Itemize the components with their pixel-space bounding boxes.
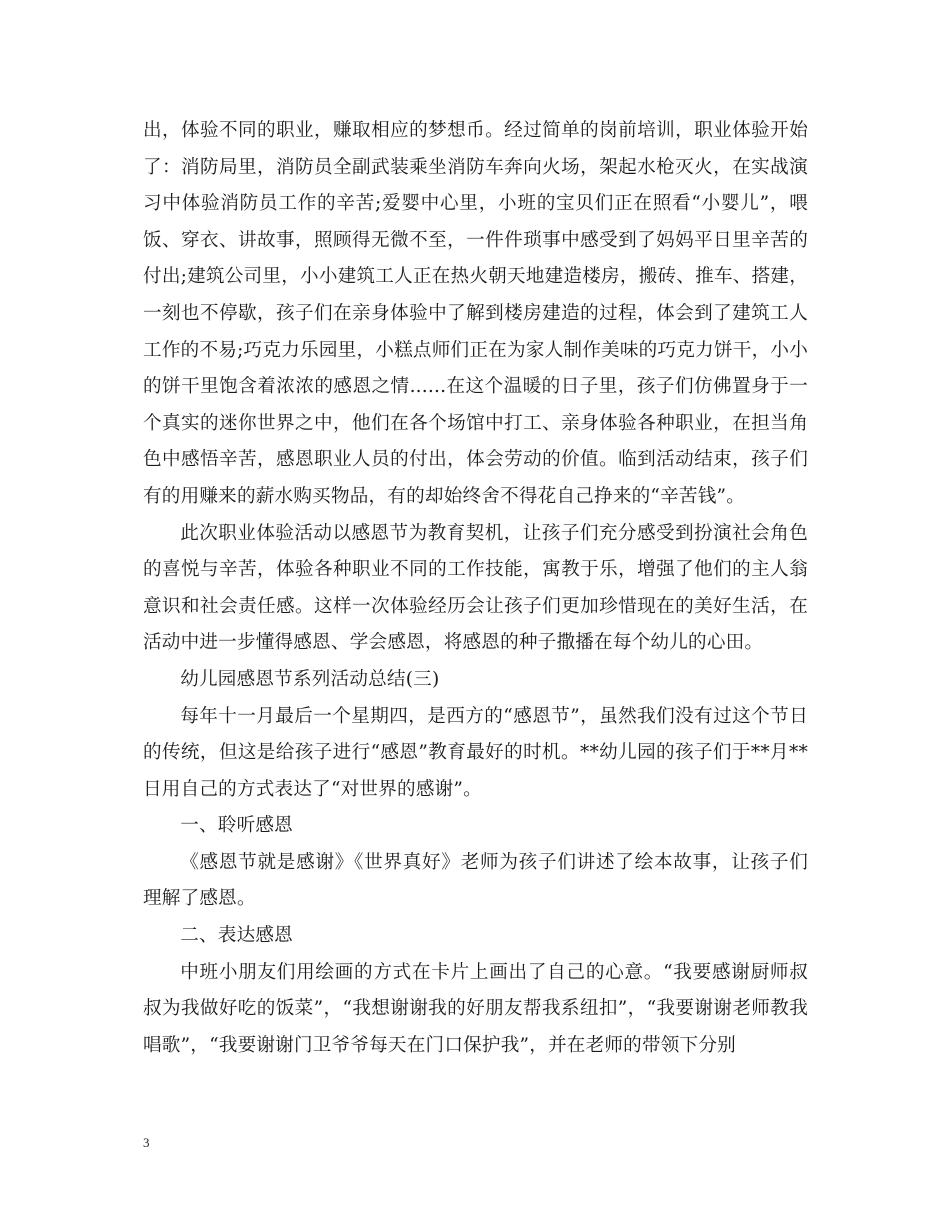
- paragraph-5: 中班小朋友们用绘画的方式在卡片上画出了自己的心意。“我要感谢厨师叔叔为我做好吃的饭菜”，“我想谢谢我的好朋友帮我系纽扣”，“我要谢谢老师教我唱歌”，“我要谢谢门卫爷爷每天在门口保护我”，并在老师的带领下分别: [143, 961, 808, 1056]
- paragraph-2: 此次职业体验活动以感恩节为教育契机，让孩子们充分感受到扮演社会角色的喜悦与辛苦，体验各种职业不同的工作技能，寓教于乐，增强了他们的主人翁意识和社会责任感。这样一次体验经历会让孩子们更加珍惜现在的美好生活，在活动中进一步懂得感恩、学会感恩，将感恩的种子撒播在每个幼儿的心田。: [143, 522, 808, 654]
- document-body: [143, 113, 808, 1064]
- paragraph-3: 每年十一月最后一个星期四，是西方的“感恩节”，虽然我们没有过这个节日的传统，但这是给孩子进行“感恩”教育最好的时机。**幼儿园的孩子们于**月**日用自己的方式表达了“对世界的感谢”。: [143, 705, 808, 800]
- subheading-express: 二、表达感恩: [180, 925, 293, 947]
- page-number: 3: [143, 1135, 150, 1150]
- paragraph-1: 出，体验不同的职业，赚取相应的梦想币。经过简单的岗前培训，职业体验开始了：消防局里，消防员全副武装乘坐消防车奔向火场，架起水枪灭火，在实战演习中体验消防员工作的辛苦;爱婴中心里，小班的宝贝们正在照看“小婴儿”，喂饭、穿衣、讲故事，照顾得无微不至，一件件琐事中感受到了妈妈平日里辛苦的付出;建筑公司里，小小建筑工人正在热火朝天地建造楼房，搬砖、推车、搭建，一刻也不停歇，孩子们在亲身体验中了解到楼房建造的过程，体会到了建筑工人工作的不易;巧克力乐园里，小糕点师们正在为家人制作美味的巧克力饼干，小小的饼干里饱含着浓浓的感恩之情......在这个温暖的日子里，孩子们仿佛置身于一个真实的迷你世界之中，他们在各个场馆中打工、亲身体验各种职业，在担当角色中感悟辛苦，感恩职业人员的付出，体会劳动的价值。临到活动结束，孩子们有的用赚来的薪水购买物品，有的却始终舍不得花自己挣来的“辛苦钱”。: [143, 120, 808, 507]
- paragraph-4: 《感恩节就是感谢》《世界真好》老师为孩子们讲述了绘本故事，让孩子们理解了感恩。: [143, 851, 808, 910]
- subheading-listen: 一、聆听感恩: [180, 815, 293, 837]
- section-heading: 幼儿园感恩节系列活动总结(三): [180, 668, 440, 690]
